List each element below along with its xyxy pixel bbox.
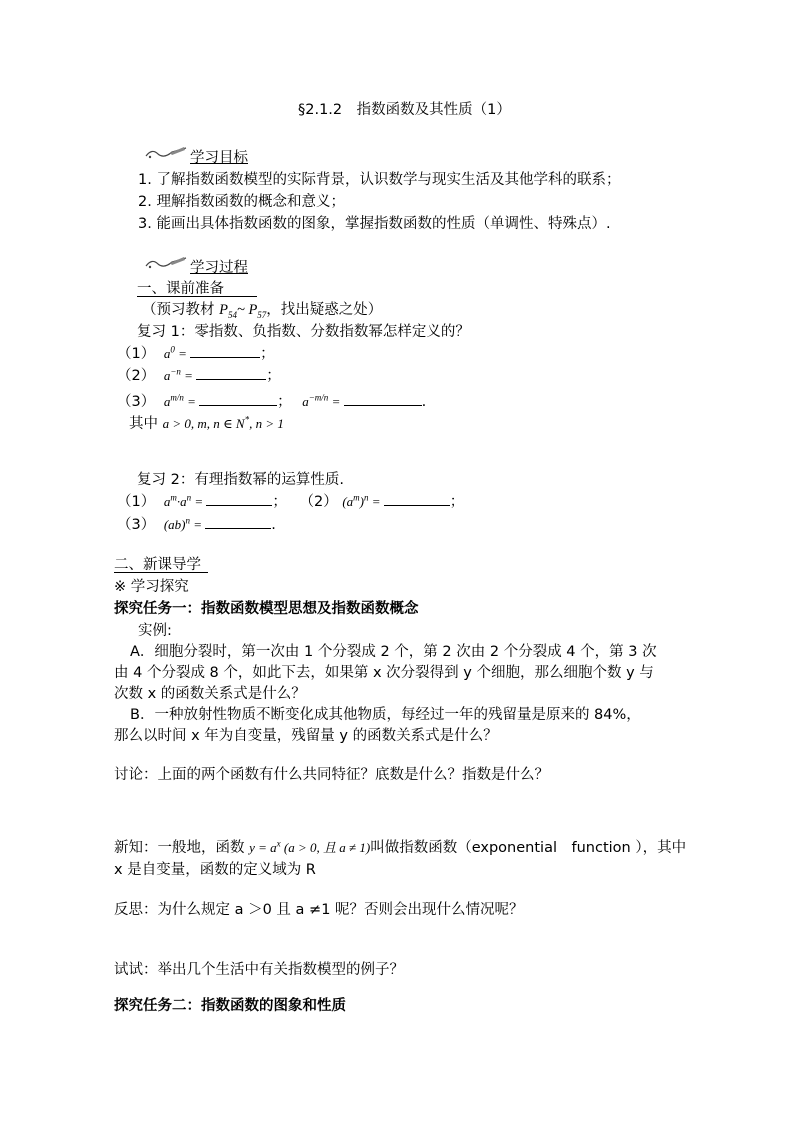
example-a-line: A．细胞分裂时，第一次由 1 个分裂成 2 个，第 2 次由 2 个分裂成 4 个，第 3 次 <box>130 644 657 660</box>
pen-icon <box>144 144 188 166</box>
example-b-line: 那么以时间 x 年为自变量，残留量 y 的函数关系式是什么？ <box>114 728 498 744</box>
review-1: 复习 1：零指数、负指数、分数指数幂怎样定义的？ <box>137 324 470 340</box>
new-knowledge: 新知：一般地，函数 $y = a^x$ (a > 0, 且 a ≠ 1)叫做指数函数（exponential function ），其中 <box>114 838 687 856</box>
task-1-heading: 探究任务一：指数函数模型思想及指数函数概念 <box>114 601 419 617</box>
task-2-heading: 探究任务二：指数函数的图象和性质 <box>114 998 346 1014</box>
where-clause: 其中 a > 0, m, n ∈ N*, n > 1 <box>129 414 284 432</box>
process-heading: 学习过程 <box>190 260 248 276</box>
review1-item: （2） $a^{-n}$ = ； <box>117 366 281 384</box>
section-2-heading: 二、新课导学 <box>114 553 208 573</box>
goal-item: 1. 了解指数函数模型的实际背景，认识数学与现实生活及其他学科的联系； <box>138 172 621 188</box>
goal-item: 2. 理解指数函数的概念和意义； <box>138 194 345 210</box>
example-a-line: 次数 x 的函数关系式是什么？ <box>114 686 306 702</box>
new-knowledge-line2: x 是自变量，函数的定义域为 R <box>114 862 316 878</box>
review1-item: （3） $a^{m/n}$ = ； $a^{-m/n}$ = . <box>117 392 427 410</box>
page-title: §2.1.2 指数函数及其性质（1） <box>298 102 511 118</box>
example-b-line: B．一种放射性物质不断变化成其他物质，每经过一年的残留量是原来的 84%， <box>130 707 641 723</box>
reflection: 反思：为什么规定 a ＞0 且 a ≠1 呢？否则会出现什么情况呢？ <box>114 902 524 918</box>
goals-heading: 学习目标 <box>190 150 248 166</box>
review2-item: （1） $a^m\cdot a^n$ = ； （2） $(a^m)^n$ = ； <box>117 492 465 510</box>
discussion: 讨论：上面的两个函数有什么共同特征？底数是什么？指数是什么？ <box>114 767 549 783</box>
goal-item: 3. 能画出具体指数函数的图象，掌握指数函数的性质（单调性、特殊点）. <box>138 216 611 232</box>
review1-item: （1） $a^0$ = ； <box>117 344 275 362</box>
example-label: 实例: <box>138 623 172 639</box>
section-1-heading: 一、课前准备 <box>137 277 257 297</box>
try-it: 试试：举出几个生活中有关指数模型的例子？ <box>114 962 404 978</box>
preview-note: （预习教材 $P_{54}\sim$ $P_{57}$，找出疑惑之处） <box>142 302 383 320</box>
review2-item: （3） (ab)$^n$ = . <box>117 515 276 533</box>
example-a-line: 由 4 个分裂成 8 个，如此下去，如果第 x 次分裂得到 y 个细胞，那么细胞个数 y 与 <box>114 665 654 681</box>
review-2: 复习 2：有理指数幂的运算性质. <box>137 472 344 488</box>
pen-icon <box>144 254 188 276</box>
explore-heading: ※ 学习探究 <box>114 579 189 595</box>
